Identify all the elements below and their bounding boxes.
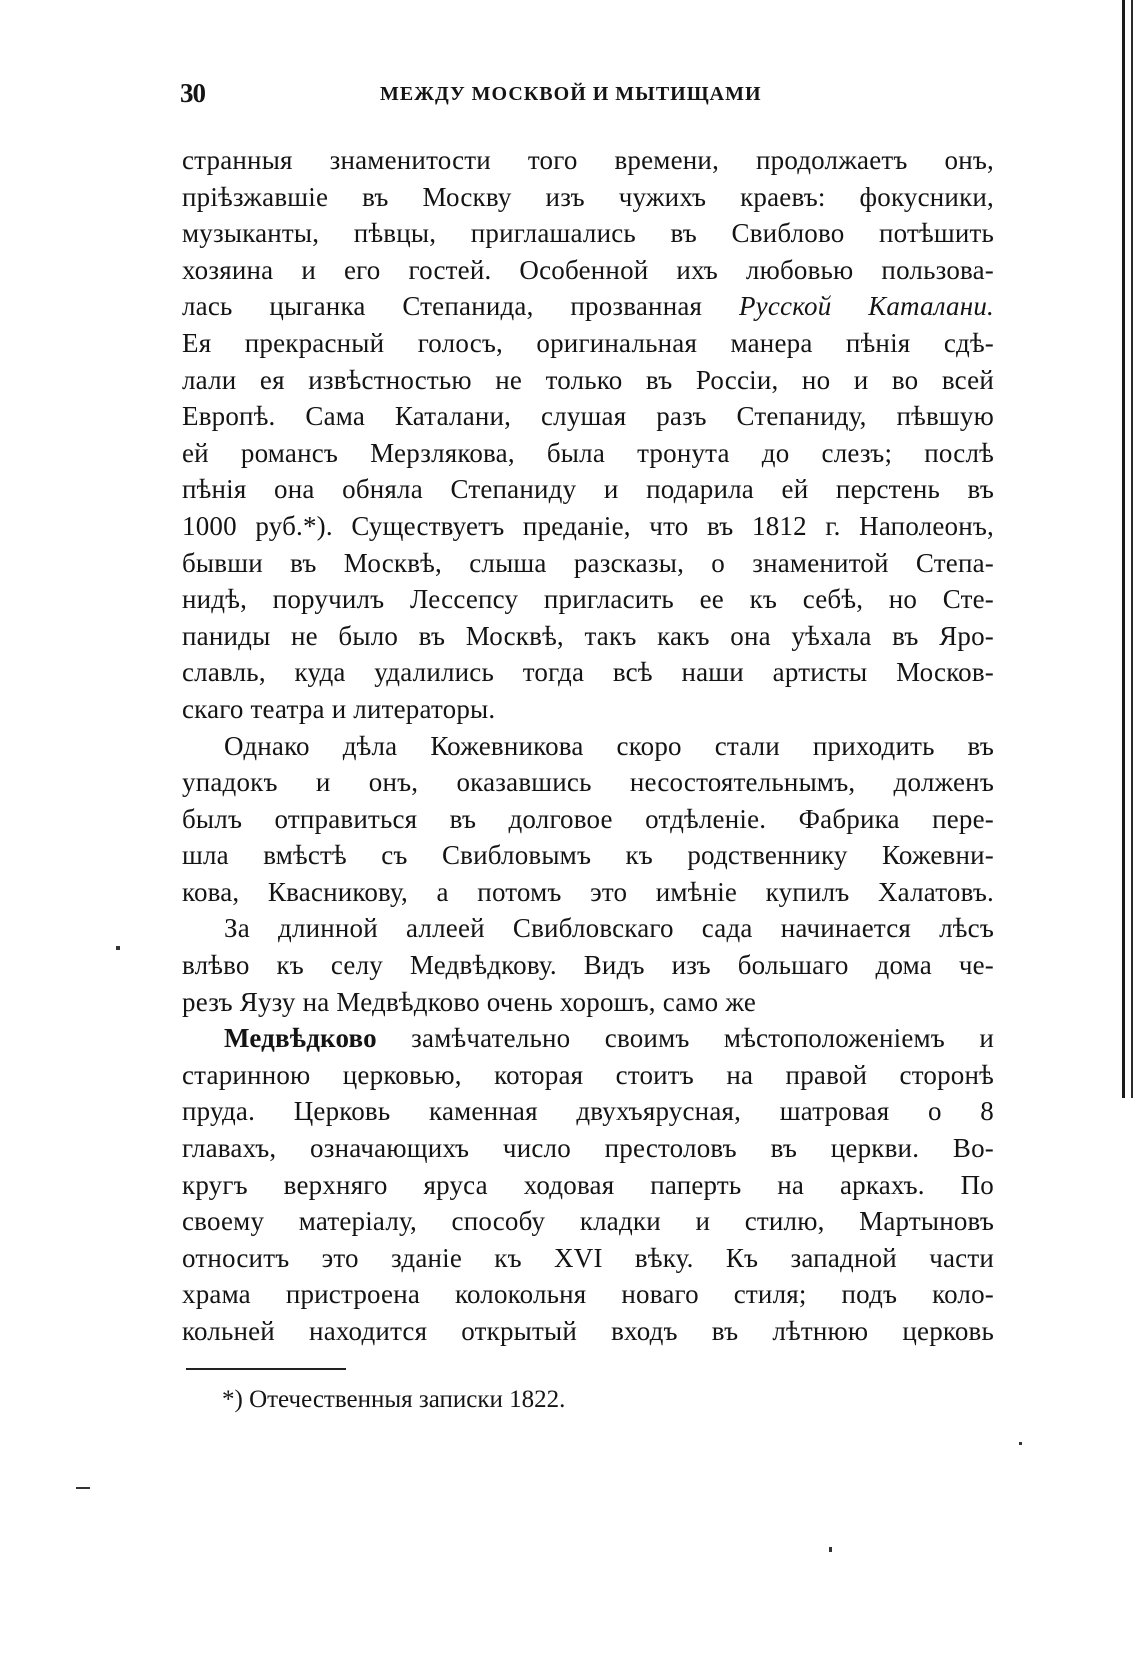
scan-speck <box>116 946 120 950</box>
text-line: своему матеріалу, способу кладки и стилю, Мартыновъ <box>182 1206 994 1237</box>
text-line: пруда. Церковь каменная двухъярусная, шатровая о 8 <box>182 1096 994 1127</box>
text-line: относитъ это зданіе къ XVI вѣку. Къ западной части <box>182 1242 994 1273</box>
text-segment: замѣчательно своимъ мѣстоположеніемъ и <box>376 1023 994 1054</box>
text-line: старинною церковью, которая стоитъ на правой сторонѣ <box>182 1059 994 1090</box>
footnote-rule <box>186 1368 346 1370</box>
text-line: пріѣзжавшіе въ Москву изъ чужихъ краевъ: фокусники, <box>182 181 994 212</box>
running-head <box>180 78 1000 118</box>
bold-heading-word: Медвѣдково <box>224 1023 377 1054</box>
paragraph-first-line <box>182 1020 994 1057</box>
text-line: Ея прекрасный голосъ, оригинальная манера пѣнія сдѣ- <box>182 327 994 358</box>
text-line: славль, куда удалились тогда всѣ наши артисты Москов- <box>182 657 994 688</box>
text-line: ей романсъ Мерзлякова, была тронута до слезъ; послѣ <box>182 437 994 468</box>
text-line: былъ отправиться въ долговое отдѣленіе. Фабрика пере- <box>182 803 994 834</box>
paragraph-first-line: Однако дѣла Кожевникова скоро стали приходить въ <box>224 730 994 761</box>
page-number: 30 <box>180 78 205 108</box>
text-line <box>182 288 994 325</box>
text-line: упадокъ и онъ, оказавшись несостоятельнымъ, долженъ <box>182 767 994 798</box>
text-line: музыканты, пѣвцы, приглашались въ Свиблово потѣшить <box>182 218 994 249</box>
text-line: шла вмѣстѣ съ Свибловымъ къ родственнику Кожевни- <box>182 840 994 871</box>
text-line: главахъ, означающихъ число престоловъ въ церкви. Во- <box>182 1133 994 1164</box>
body-text <box>182 142 994 1350</box>
scan-speck <box>1019 1442 1022 1445</box>
text-line: лали ея извѣстностью не только въ Россіи, но и во всей <box>182 364 994 395</box>
italic-phrase: Русской Каталани. <box>738 291 994 322</box>
text-line: храма пристроена колокольня новаго стиля; подъ коло- <box>182 1279 994 1310</box>
text-line: хозяина и его гостей. Особенной ихъ любовью пользова- <box>182 254 994 285</box>
text-line: скаго театра и литераторы. <box>182 693 496 724</box>
paragraph-first-line: За длинной аллеей Свибловскаго сада начинается лѣсъ <box>224 913 994 944</box>
text-segment: лась цыганка Степанида, прозванная <box>182 291 739 322</box>
scan-speck <box>76 1487 90 1489</box>
scan-speck <box>829 1547 832 1552</box>
text-line: влѣво къ селу Медвѣдкову. Видъ изъ большаго дома че- <box>182 950 994 981</box>
text-line: кова, Квасникову, а потомъ это имѣніе купилъ Халатовъ. <box>182 876 994 907</box>
text-line: кольней находится открытый входъ въ лѣтнюю церковь <box>182 1316 994 1346</box>
page-edge-line <box>1122 0 1125 1098</box>
text-line: резъ Яузу на Медвѣдково очень хорошъ, само же <box>182 986 757 1017</box>
footnote: *) Отечественныя записки 1822. <box>222 1386 566 1413</box>
text-line: Европѣ. Сама Каталани, слушая разъ Степаниду, пѣвшую <box>182 401 994 432</box>
page-edge-line-secondary <box>1131 0 1133 1098</box>
text-line: странныя знаменитости того времени, продолжаетъ онъ, <box>182 145 994 175</box>
text-line: кругъ верхняго яруса ходовая паперть на аркахъ. По <box>182 1169 994 1200</box>
running-title: МЕЖДУ МОСКВОЙ И МЫТИЩАМИ <box>380 83 762 105</box>
text-line: паниды не было въ Москвѣ, такъ какъ она уѣхала въ Яро- <box>182 620 994 651</box>
text-line: пѣнія она обняла Степаниду и подарила ей перстень въ <box>182 474 994 505</box>
text-line: нидѣ, поручилъ Лессепсу пригласить ее къ себѣ, но Сте- <box>182 584 994 615</box>
text-line: 1000 руб.*). Существуетъ преданіе, что въ 1812 г. Наполеонъ, <box>182 510 994 541</box>
text-line: бывши въ Москвѣ, слыша разсказы, о знаменитой Степа- <box>182 547 994 578</box>
